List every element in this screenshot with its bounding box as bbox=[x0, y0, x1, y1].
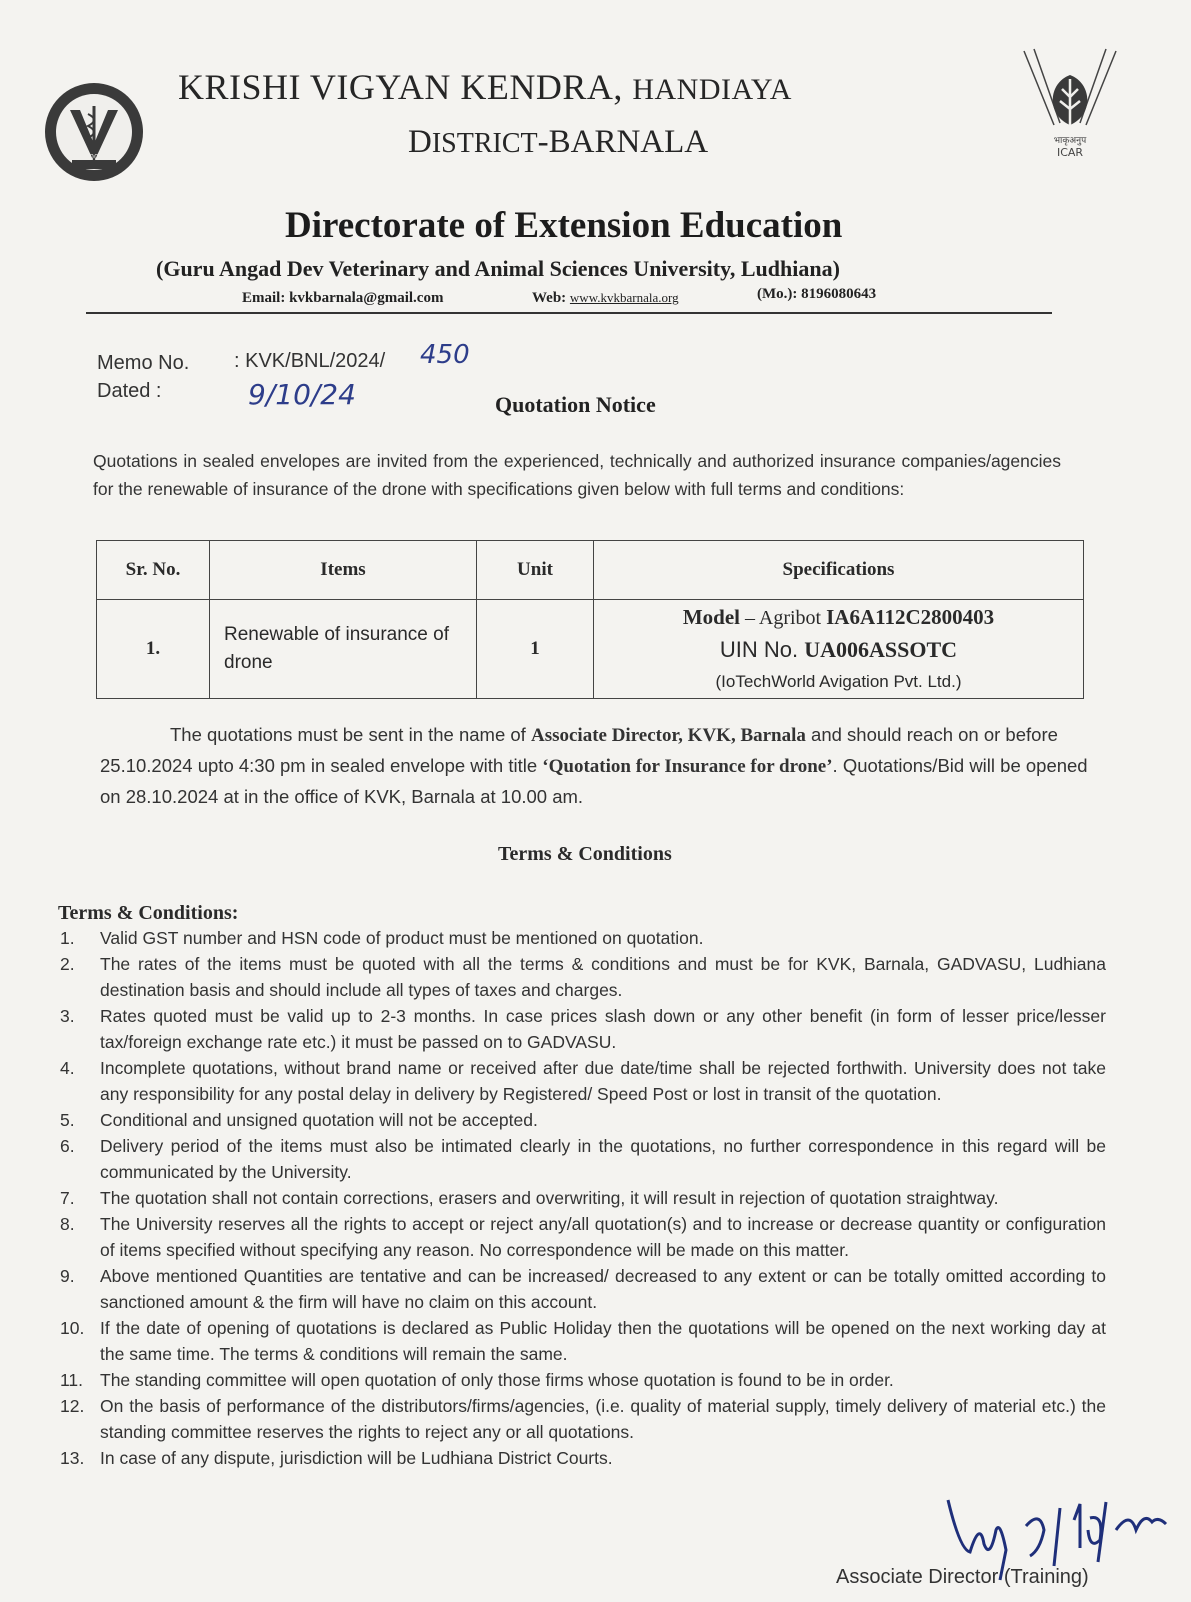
terms-heading: Terms & Conditions: bbox=[58, 902, 239, 924]
term-number: 4. bbox=[60, 1058, 75, 1078]
table-row bbox=[97, 600, 1084, 699]
list-item bbox=[60, 1445, 1106, 1471]
kvk-title: KRISHI VIGYAN KENDRA, HANDIAYA bbox=[178, 67, 792, 107]
term-text: On the basis of performance of the distributors/firms/agencies, (i.e. quality of material supply, timely delivery of material etc.) the standing committee reserves the rights to reject any or all quotations. bbox=[100, 1396, 1106, 1442]
memo-label: Memo No. bbox=[97, 352, 190, 374]
list-item bbox=[60, 1263, 1106, 1315]
email-text: Email: kvkbarnala@gmail.com bbox=[242, 290, 444, 306]
dated-handwritten: 9/10/24 bbox=[248, 378, 356, 411]
dated-label: Dated : bbox=[97, 380, 162, 402]
term-text: Valid GST number and HSN code of product must be mentioned on quotation. bbox=[100, 928, 704, 948]
term-number: 11. bbox=[60, 1370, 84, 1390]
logo-year: 2006 bbox=[85, 153, 103, 161]
list-item bbox=[60, 1107, 1106, 1133]
term-number: 9. bbox=[60, 1266, 75, 1286]
header-divider bbox=[86, 312, 1052, 314]
term-number: 3. bbox=[60, 1006, 75, 1026]
term-number: 6. bbox=[60, 1136, 75, 1156]
term-number: 1. bbox=[60, 928, 75, 948]
term-text: The standing committee will open quotation of only those firms whose quotation is found to be in order. bbox=[100, 1370, 894, 1390]
term-text: Conditional and unsigned quotation will not be accepted. bbox=[100, 1110, 538, 1130]
list-item bbox=[60, 1211, 1106, 1263]
term-text: In case of any dispute, jurisdiction will be Ludhiana District Courts. bbox=[100, 1448, 613, 1468]
list-item bbox=[60, 1393, 1106, 1445]
col-items: Items bbox=[210, 541, 477, 600]
term-text: Delivery period of the items must also be intimated clearly in the quotations, no further correspondence in this regard will be communicated by the University. bbox=[100, 1136, 1106, 1182]
list-item bbox=[60, 951, 1106, 1003]
university-name: (Guru Angad Dev Veterinary and Animal Sciences University, Ludhiana) bbox=[156, 256, 840, 281]
web-text: Web: www.kvkbarnala.org bbox=[532, 290, 679, 306]
memo-handwritten-number: 450 bbox=[420, 340, 470, 370]
specification-table bbox=[96, 540, 1084, 699]
term-text: The rates of the items must be quoted with all the terms & conditions and must be for KVK, Barnala, GADVASU, Ludhiana destination basis and should include all types of taxes and charges. bbox=[100, 954, 1106, 1000]
term-number: 10. bbox=[60, 1318, 85, 1338]
term-text: Rates quoted must be valid up to 2-3 months. In case prices slash down or any other benefit (in form of lesser price/lesser tax/foreign exchange rate etc.) it must be passed on to GADVASU. bbox=[100, 1006, 1106, 1052]
contact-line bbox=[242, 286, 877, 307]
intro-paragraph: Quotations in sealed envelopes are invited from the experienced, technically and authorized insurance companies/agencies for the renewable of insurance of the drone with specifications given below with full terms and conditions: bbox=[93, 451, 1061, 499]
cell-item: Renewable of insurance of drone bbox=[210, 600, 477, 699]
term-text: If the date of opening of quotations is declared as Public Holiday then the quotations will be opened on the next working day at the same time. The terms & conditions will remain the same. bbox=[100, 1318, 1106, 1364]
term-text: The quotation shall not contain corrections, erasers and overwriting, it will result in rejection of quotation straightway. bbox=[100, 1188, 999, 1208]
icar-logo bbox=[1018, 45, 1122, 165]
web-link[interactable]: www.kvkbarnala.org bbox=[569, 290, 679, 305]
term-text: Incomplete quotations, without brand name or received after due date/time shall be rejected forthwith. University does not take any responsibility for any postal delay in delivery by Registered/ Speed Post or lost in transit of the quotation. bbox=[100, 1058, 1106, 1104]
gadvasu-logo bbox=[42, 80, 146, 184]
terms-list bbox=[60, 925, 1106, 1471]
term-text: The University reserves all the rights to accept or reject any/all quotation(s) and to increase or decrease quantity or configuration of items specified without specifying any reason. No correspondence will be made on this matter. bbox=[100, 1214, 1106, 1260]
cell-specifications bbox=[594, 600, 1084, 699]
term-number: 12. bbox=[60, 1396, 85, 1416]
list-item bbox=[60, 1185, 1106, 1211]
memo-number: : KVK/BNL/2024/ bbox=[234, 350, 386, 372]
directorate-heading: Directorate of Extension Education bbox=[285, 205, 843, 246]
terms-title: Terms & Conditions bbox=[498, 843, 672, 865]
list-item bbox=[60, 1133, 1106, 1185]
list-item bbox=[60, 925, 1106, 951]
term-number: 2. bbox=[60, 954, 75, 974]
spec-uin: UIN No. UA006ASSOTC bbox=[719, 636, 958, 662]
cell-sr: 1. bbox=[97, 600, 210, 699]
icar-label: ICAR bbox=[1056, 146, 1084, 159]
list-item bbox=[60, 1003, 1106, 1055]
notice-title: Quotation Notice bbox=[495, 392, 656, 417]
svg-text:भाकृअनुप: भाकृअनुप bbox=[1053, 136, 1087, 146]
list-item bbox=[60, 1367, 1106, 1393]
term-number: 13. bbox=[60, 1448, 85, 1468]
district-title: DISTRICT-BARNALA bbox=[408, 124, 709, 160]
term-number: 8. bbox=[60, 1214, 75, 1234]
signatory-role: Associate Director (Training) bbox=[836, 1566, 1089, 1588]
col-sr-no: Sr. No. bbox=[97, 541, 210, 600]
spec-model: Model – Agribot IA6A112C2800403 bbox=[682, 604, 995, 629]
list-item bbox=[60, 1315, 1106, 1367]
cell-unit: 1 bbox=[477, 600, 594, 699]
col-unit: Unit bbox=[477, 541, 594, 600]
col-specifications: Specifications bbox=[594, 541, 1084, 600]
list-item bbox=[60, 1055, 1106, 1107]
term-text: Above mentioned Quantities are tentative and can be increased/ decreased to any extent or can be totally omitted according to sanctioned amount & the firm will have no claim on this account. bbox=[100, 1266, 1106, 1312]
term-number: 7. bbox=[60, 1188, 75, 1208]
term-number: 5. bbox=[60, 1110, 75, 1130]
mobile-text: (Mo.): 8196080643 bbox=[757, 286, 877, 302]
submission-paragraph: The quotations must be sent in the name of Associate Director, KVK, Barnala and should reach on or before 25.10.2024 upto 4:30 pm in sealed envelope with title ‘Quotation for Insurance for drone’. Quotations/Bid will be opened on 28.10.2024 at in the office of KVK, Barnala at 10.00 am. bbox=[100, 724, 1088, 807]
spec-company: (IoTechWorld Avigation Pvt. Ltd.) bbox=[715, 671, 962, 691]
table-header-row bbox=[97, 541, 1084, 600]
